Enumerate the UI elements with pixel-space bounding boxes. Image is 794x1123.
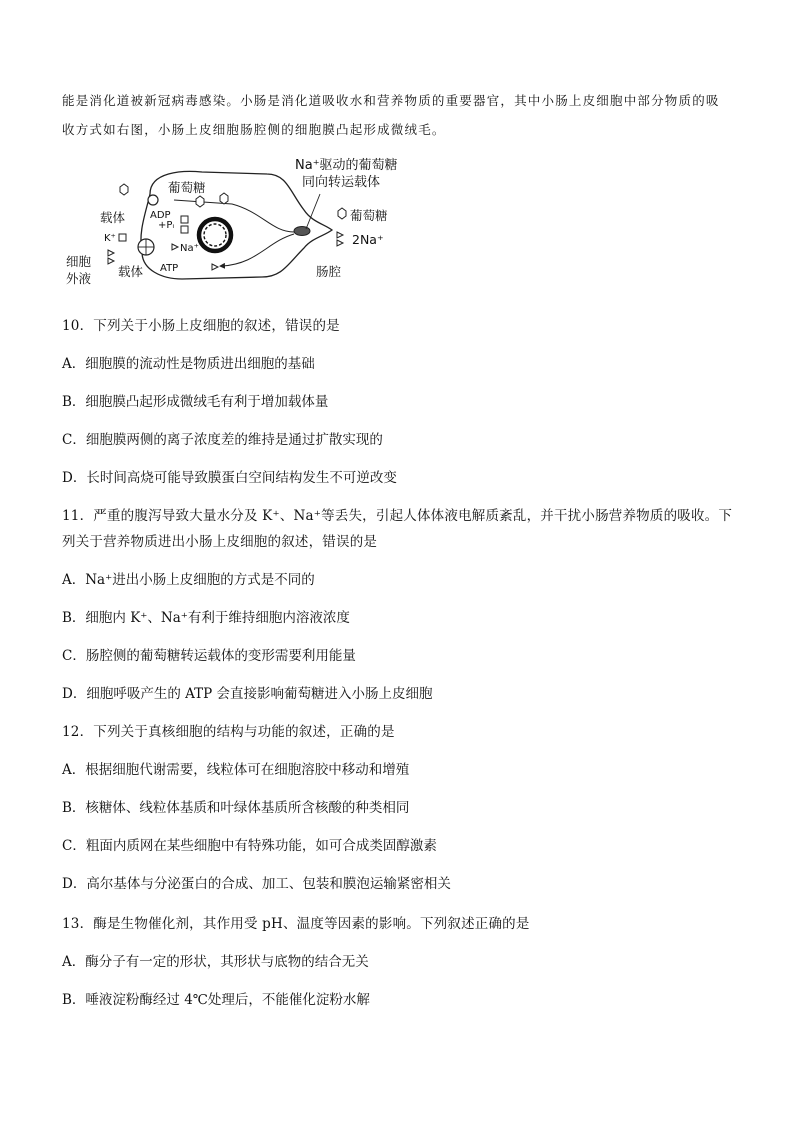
question-13-option-b: B．唾液淀粉酶经过 4℃处理后，不能催化淀粉水解 (62, 992, 370, 1008)
question-11-option-b: B．细胞内 K⁺、Na⁺有利于维持细胞内溶液浓度 (62, 610, 350, 626)
nucleus-inner (204, 224, 226, 246)
question-10-option-a: A．细胞膜的流动性是物质进出细胞的基础 (62, 356, 315, 372)
glucose-outside-label: 葡萄糖 (350, 208, 388, 223)
diagram-svg (62, 152, 402, 297)
glucose-flow-arrow (174, 200, 294, 232)
symporter-title: Na⁺驱动的葡萄糖 (295, 158, 398, 173)
question-11-stem: 列关于营养物质进出小肠上皮细胞的叙述，错误的是 (62, 534, 378, 550)
na-ion-triangle (337, 232, 343, 238)
glucose-hexagon-icon (196, 196, 204, 207)
na-ion-triangle (172, 244, 178, 250)
question-13-stem: 13．酶是生物催化剂，其作用受 pH、温度等因素的影响。下列叙述正确的是 (62, 916, 530, 932)
na-inside-label: Na⁺ (180, 243, 199, 254)
glucose-hexagon-icon (220, 193, 228, 204)
question-12-option-c: C．粗面内质网在某些细胞中有特殊功能，如可合成类固醇激素 (62, 838, 437, 854)
question-11-option-a: A．Na⁺进出小肠上皮细胞的方式是不同的 (62, 572, 315, 588)
intro-line: 能是消化道被新冠病毒感染。小肠是消化道吸收水和营养物质的重要器官，其中小肠上皮细胞中部分物质的吸 (62, 93, 720, 108)
intro-paragraph (62, 86, 742, 144)
cell-transport-diagram (62, 152, 402, 297)
glucose-hexagon-icon (338, 208, 346, 219)
question-12-option-a: A．根据细胞代谢需要，线粒体可在细胞溶胶中移动和增殖 (62, 762, 410, 778)
question-11-option-c: C．肠腔侧的葡萄糖转运载体的变形需要利用能量 (62, 648, 356, 664)
glucose-carrier-left (148, 195, 158, 205)
carrier-bottom-label: 载体 (118, 264, 144, 279)
k-ion-square (119, 234, 126, 241)
pi-label: +Pᵢ (158, 220, 175, 231)
ecf-label: 外液 (66, 271, 92, 286)
question-12-option-b: B．核糖体、线粒体基质和叶绿体基质所含核酸的种类相同 (62, 800, 410, 816)
carrier-top-label: 载体 (100, 210, 126, 225)
k-ion-square (181, 216, 188, 223)
k-ion-square (181, 226, 188, 233)
question-11-stem: 11．严重的腹泻导致大量水分及 K⁺、Na⁺等丢失，引起人体体液电解质紊乱，并干扰小肠营养物质的吸收。下 (62, 508, 733, 524)
adp-label: ADP (150, 210, 171, 221)
question-13-option-a: A．酶分子有一定的形状，其形状与底物的结合无关 (62, 954, 369, 970)
na-outside-label: 2Na⁺ (352, 232, 384, 247)
na-ion-triangle (108, 258, 114, 264)
question-10-option-d: D．长时间高烧可能导致膜蛋白空间结构发生不可逆改变 (62, 470, 397, 486)
na-ion-triangle (108, 250, 114, 256)
ecf-label: 细胞 (66, 254, 92, 269)
question-10-option-b: B．细胞膜凸起形成微绒毛有利于增加载体量 (62, 394, 329, 410)
glucose-inside-label: 葡萄糖 (168, 180, 206, 195)
k-label: K⁺ (104, 233, 116, 244)
symporter-title: 同向转运载体 (302, 175, 381, 190)
intro-line: 收方式如右图，小肠上皮细胞肠腔侧的细胞膜凸起形成微绒毛。 (62, 122, 446, 137)
glucose-hexagon-icon (120, 184, 128, 195)
na-ion-triangle (212, 264, 218, 270)
na-ion-triangle (337, 240, 343, 246)
atp-label: ATP (160, 263, 179, 274)
question-11-option-d: D．细胞呼吸产生的 ATP 会直接影响葡萄糖进入小肠上皮细胞 (62, 686, 433, 702)
lumen-label: 肠腔 (316, 264, 342, 279)
pointer-line (306, 194, 320, 229)
question-12-stem: 12．下列关于真核细胞的结构与功能的叙述，正确的是 (62, 724, 395, 740)
question-10-stem: 10．下列关于小肠上皮细胞的叙述，错误的是 (62, 318, 340, 334)
question-10-option-c: C．细胞膜两侧的离子浓度差的维持是通过扩散实现的 (62, 432, 383, 448)
question-12-option-d: D．高尔基体与分泌蛋白的合成、加工、包装和膜泡运输紧密相关 (62, 876, 451, 892)
glucose-na-symporter (294, 227, 310, 236)
